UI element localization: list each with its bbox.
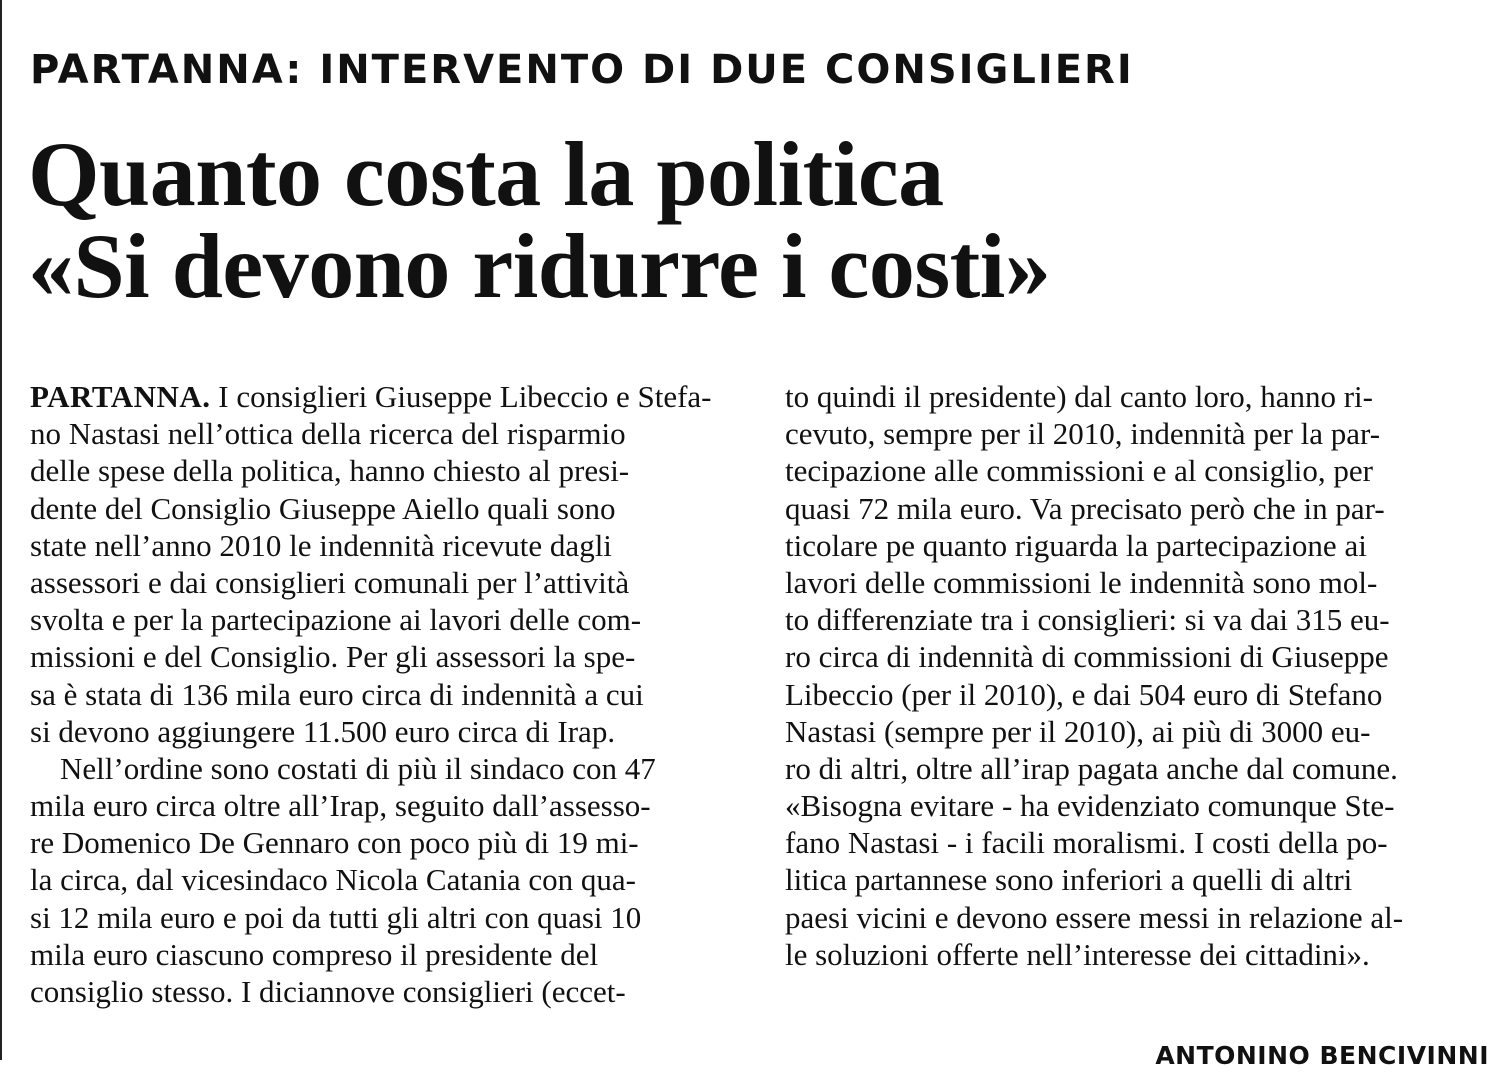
article-column-1 <box>30 378 740 1010</box>
body-line: no Nastasi nell’ottica della ricerca del risparmio <box>30 416 626 452</box>
body-line: ro di altri, oltre all’irap pagata anche dal comune. <box>785 750 1398 786</box>
body-text: I consiglieri Giuseppe Libeccio e Stefa- <box>210 379 712 414</box>
body-line: mila euro circa oltre all’Irap, seguito dall’assesso- <box>30 788 651 824</box>
body-line: dente del Consiglio Giuseppe Aiello quali sono <box>30 490 616 526</box>
body-line: sa è stata di 136 mila euro circa di indennità a cui <box>30 676 644 712</box>
paragraph-start-line: Nell’ordine sono costati di più il sindaco con 47 <box>60 750 656 786</box>
body-line: paesi vicini e devono essere messi in relazione al- <box>785 899 1404 935</box>
body-line: svolta e per la partecipazione ai lavori delle com- <box>30 602 642 638</box>
article-kicker: PARTANNA: INTERVENTO DI DUE CONSIGLIERI <box>30 47 1134 93</box>
headline-line: «Si devono ridurre i costi» <box>28 215 1051 317</box>
body-line: tecipazione alle commissioni e al consiglio, per <box>785 453 1373 489</box>
body-line: cevuto, sempre per il 2010, indennità per la par- <box>785 416 1381 452</box>
body-line <box>30 378 740 415</box>
body-line: ro circa di indennità di commissioni di Giuseppe <box>785 639 1389 675</box>
body-line: to quindi il presidente) dal canto loro, hanno ri- <box>785 379 1373 414</box>
article-column-2 <box>785 378 1495 973</box>
body-line: mila euro ciascuno compreso il presidente del <box>30 936 599 972</box>
dateline: PARTANNA. <box>30 379 211 414</box>
body-line: Nastasi (sempre per il 2010), ai più di 3000 eu- <box>785 713 1371 749</box>
body-line: re Domenico De Gennaro con poco più di 19 mi- <box>30 825 639 861</box>
body-line: quasi 72 mila euro. Va precisato però che in par- <box>785 490 1385 526</box>
article-headline <box>28 123 1051 317</box>
body-line: «Bisogna evitare - ha evidenziato comunque Ste- <box>785 788 1395 824</box>
body-line: lavori delle commissioni le indennità sono mol- <box>785 564 1378 600</box>
body-line: delle spese della politica, hanno chiesto al presi- <box>30 453 630 489</box>
body-line: le soluzioni offerte nell’interesse dei cittadini». <box>785 936 1370 972</box>
body-line: assessori e dai consiglieri comunali per l’attività <box>30 564 630 600</box>
body-line: state nell’anno 2010 le indennità ricevute dagli <box>30 527 612 563</box>
body-line: la circa, dal vicesindaco Nicola Catania con qua- <box>30 862 636 898</box>
body-line: Libeccio (per il 2010), e dai 504 euro di Stefano <box>785 676 1383 712</box>
body-line: si 12 mila euro e poi da tutti gli altri con quasi 10 <box>30 899 642 935</box>
body-line: missioni e del Consiglio. Per gli assessori la spe- <box>30 639 636 675</box>
left-column-rule <box>0 0 2 1060</box>
body-line: to differenziate tra i consiglieri: si va dai 315 eu- <box>785 602 1390 638</box>
body-line: fano Nastasi - i facili moralismi. I costi della po- <box>785 825 1388 861</box>
body-line: ticolare pe quanto riguarda la partecipazione ai <box>785 527 1367 563</box>
body-line: consiglio stesso. I diciannove consiglieri (eccet- <box>30 974 626 1009</box>
body-line: litica partannese sono inferiori a quelli di altri <box>785 862 1353 898</box>
headline-line: Quanto costa la politica <box>28 123 944 225</box>
article-byline: ANTONINO BENCIVINNI <box>1155 1041 1489 1070</box>
body-line: si devono aggiungere 11.500 euro circa di Irap. <box>30 713 616 749</box>
